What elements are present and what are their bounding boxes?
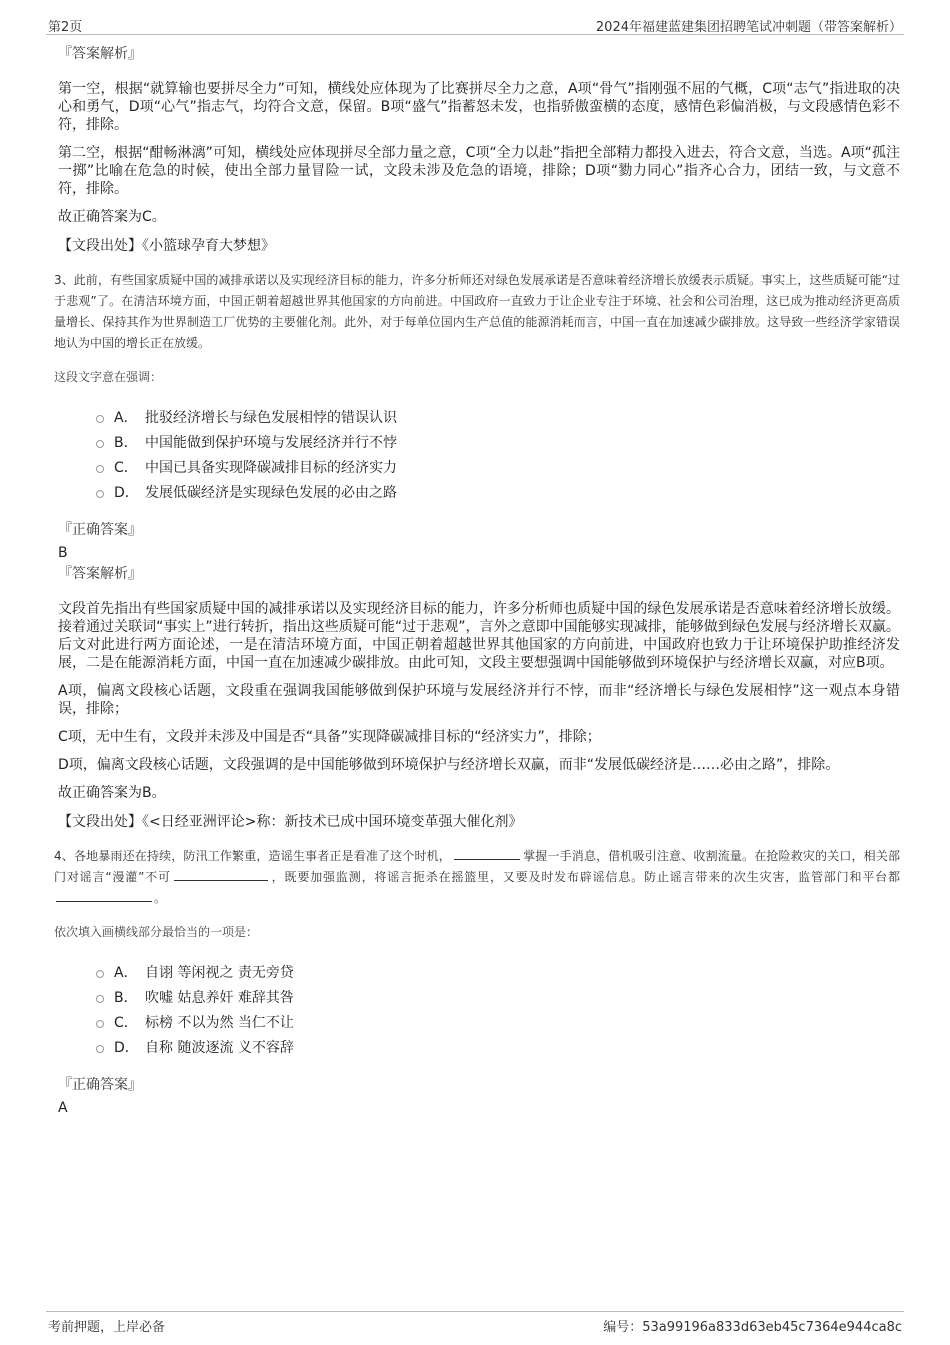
q3-analysis-paragraph: A项，偏离文段核心话题，文段重在强调我国能够做到保护环境与发展经济并行不悖，而非“经济增长与绿色发展相悖”这一观点本身错误，排除；	[58, 683, 900, 717]
q4-blank-3	[56, 888, 152, 902]
radio-icon[interactable]	[96, 465, 104, 473]
q3-analysis-paragraph: 文段首先指出有些国家质疑中国的减排承诺以及实现经济目标的能力，许多分析师也质疑中国的绿色发展承诺是否意味着经济增长放缓。接着通过关联词“事实上”进行转折，指出这些质疑可能“过于悲观”，言外之意即中国能够实现减排，能够做到绿色发展与经济增长双赢。后文对此进行两方面论述，一是在清洁环境方面，中国正朝着超越世界其他国家的方向前进，中国政府也致力于让环境保护助推经济发展，二是在能源消耗方面，中国一直在加速减少碳排放。由此可知，文段主要想强调中国能够做到环境保护与经济增长双赢，对应B项。	[58, 601, 900, 671]
radio-icon[interactable]	[96, 415, 104, 423]
q3-option-a[interactable]	[96, 406, 900, 431]
q4-answer: A	[58, 1100, 68, 1116]
q4-option-b[interactable]	[96, 986, 900, 1011]
q4-text-part: 。	[154, 891, 167, 905]
q3-stem: 3、此前，有些国家质疑中国的减排承诺以及实现经济目标的能力，许多分析师还对绿色发展承诺是否意味着经济增长放缓表示质疑。事实上，这些质疑可能“过于悲观”了。在清洁环境方面，中国正朝着超越世界其他国家的方向前进。中国政府一直致力于让企业专注于环境、社会和公司治理，这已成为推动经济更高质量增长、保持其作为世界制造工厂优势的主要催化剂。此外，对于每单位国内生产总值的能源消耗而言，中国一直在加速减少碳排放。这导致一些经济学家错误地认为中国的增长正在放缓。	[54, 273, 900, 350]
radio-icon[interactable]	[96, 440, 104, 448]
q4-option-a[interactable]	[96, 961, 900, 986]
option-text: 自诩 等闲视之 责无旁贷	[145, 965, 294, 981]
option-text: 吹嘘 姑息养奸 难辞其咎	[145, 990, 294, 1006]
page-header	[46, 14, 904, 35]
page-content	[54, 44, 900, 1119]
page-number: 第2页	[48, 20, 83, 35]
option-letter: A．	[114, 410, 138, 426]
q4-text-part: 掌握一手消息，借机吸引注意、收割流量。在抢险救灾的关口，相关部门对谣言“漫灌”不可	[54, 849, 900, 884]
q3-prompt: 这段文字意在强调：	[54, 370, 163, 384]
q2-analysis-paragraph: 第二空，根据“酣畅淋漓”可知，横线处应体现拼尽全部力量之意，C项“全力以赴”指把全部精力都投入进去，符合文意，当选。A项“孤注一掷”比喻在危急的时候，使出全部力量冒险一试，文段未涉及危急的语境，排除；D项“勠力同心”指齐心合力，团结一致，与文意不符，排除。	[58, 145, 900, 197]
question-4	[54, 846, 900, 1117]
q4-blank-2	[174, 867, 268, 881]
q2-analysis-label: 『答案解析』	[58, 46, 142, 62]
q3-answer-label: 『正确答案』	[58, 522, 142, 538]
option-letter: D．	[114, 485, 139, 501]
option-letter: B．	[114, 435, 138, 451]
option-text: 自称 随波逐流 义不容辞	[145, 1040, 294, 1056]
q2-conclusion: 故正确答案为C。	[58, 209, 166, 225]
q3-analysis-paragraph: D项，偏离文段核心话题，文段强调的是中国能够做到环境保护与经济增长双赢，而非“发展低碳经济是……必由之路”，排除。	[58, 757, 840, 773]
option-text: 发展低碳经济是实现绿色发展的必由之路	[145, 485, 397, 501]
q4-stem	[54, 846, 900, 909]
q3-options	[96, 406, 900, 506]
q2-analysis-paragraph: 第一空，根据“就算输也要拼尽全力”可知，横线处应体现为了比赛拼尽全力之意，A项“骨气”指刚强不屈的气概，C项“志气”指进取的决心和勇气，D项“心气”指志气，均符合文意，保留。B项“盛气”指蓄怒未发，也指骄傲蛮横的态度，感情色彩偏消极，与文段感情色彩不符，排除。	[58, 81, 900, 133]
q3-option-b[interactable]	[96, 431, 900, 456]
document-id: 编号：53a99196a833d63eb45c7364e944ca8c	[603, 1320, 902, 1335]
q3-option-d[interactable]	[96, 481, 900, 506]
radio-icon[interactable]	[96, 970, 104, 978]
document-title: 2024年福建蓝建集团招聘笔试冲刺题（带答案解析）	[595, 20, 902, 35]
option-letter: A．	[114, 965, 138, 981]
option-text: 批驳经济增长与绿色发展相悖的错误认识	[145, 410, 397, 426]
q4-text-part: ，既要加强监测，将谣言扼杀在摇篮里，又要及时发布辟谣信息。防止谣言带来的次生灾害，监管部门和平台都	[270, 870, 900, 884]
option-text: 中国能做到保护环境与发展经济并行不悖	[145, 435, 397, 451]
question-3	[54, 270, 900, 832]
radio-icon[interactable]	[96, 1045, 104, 1053]
option-text: 标榜 不以为然 当仁不让	[145, 1015, 294, 1031]
q4-option-c[interactable]	[96, 1011, 900, 1036]
q4-text-part: 4、各地暴雨还在持续，防汛工作繁重，造谣生事者正是看准了这个时机，	[54, 849, 451, 863]
footer-slogan: 考前押题，上岸必备	[48, 1320, 166, 1335]
q4-prompt: 依次填入画横线部分最恰当的一项是：	[54, 925, 259, 939]
q3-analysis-paragraph: C项，无中生有，文段并未涉及中国是否“具备”实现降碳减排目标的“经济实力”，排除；	[58, 729, 601, 745]
option-text: 中国已具备实现降碳减排目标的经济实力	[145, 460, 397, 476]
q3-answer: B	[58, 545, 68, 561]
q4-answer-label: 『正确答案』	[58, 1077, 142, 1093]
option-letter: D．	[114, 1040, 139, 1056]
q4-options	[96, 961, 900, 1061]
option-letter: C．	[114, 1015, 138, 1031]
q3-option-c[interactable]	[96, 456, 900, 481]
radio-icon[interactable]	[96, 1020, 104, 1028]
q3-conclusion: 故正确答案为B。	[58, 785, 166, 801]
option-letter: B．	[114, 990, 138, 1006]
q4-option-d[interactable]	[96, 1036, 900, 1061]
q2-analysis-section	[54, 44, 900, 256]
q3-source: 【文段出处】《<日经亚洲评论>称：新技术已成中国环境变革强大催化剂》	[58, 814, 523, 830]
radio-icon[interactable]	[96, 995, 104, 1003]
q3-analysis-label: 『答案解析』	[58, 566, 142, 582]
option-letter: C．	[114, 460, 138, 476]
radio-icon[interactable]	[96, 490, 104, 498]
q2-source: 【文段出处】《小篮球孕育大梦想》	[58, 238, 275, 254]
q4-blank-1	[454, 846, 520, 860]
page-footer	[46, 1311, 904, 1336]
